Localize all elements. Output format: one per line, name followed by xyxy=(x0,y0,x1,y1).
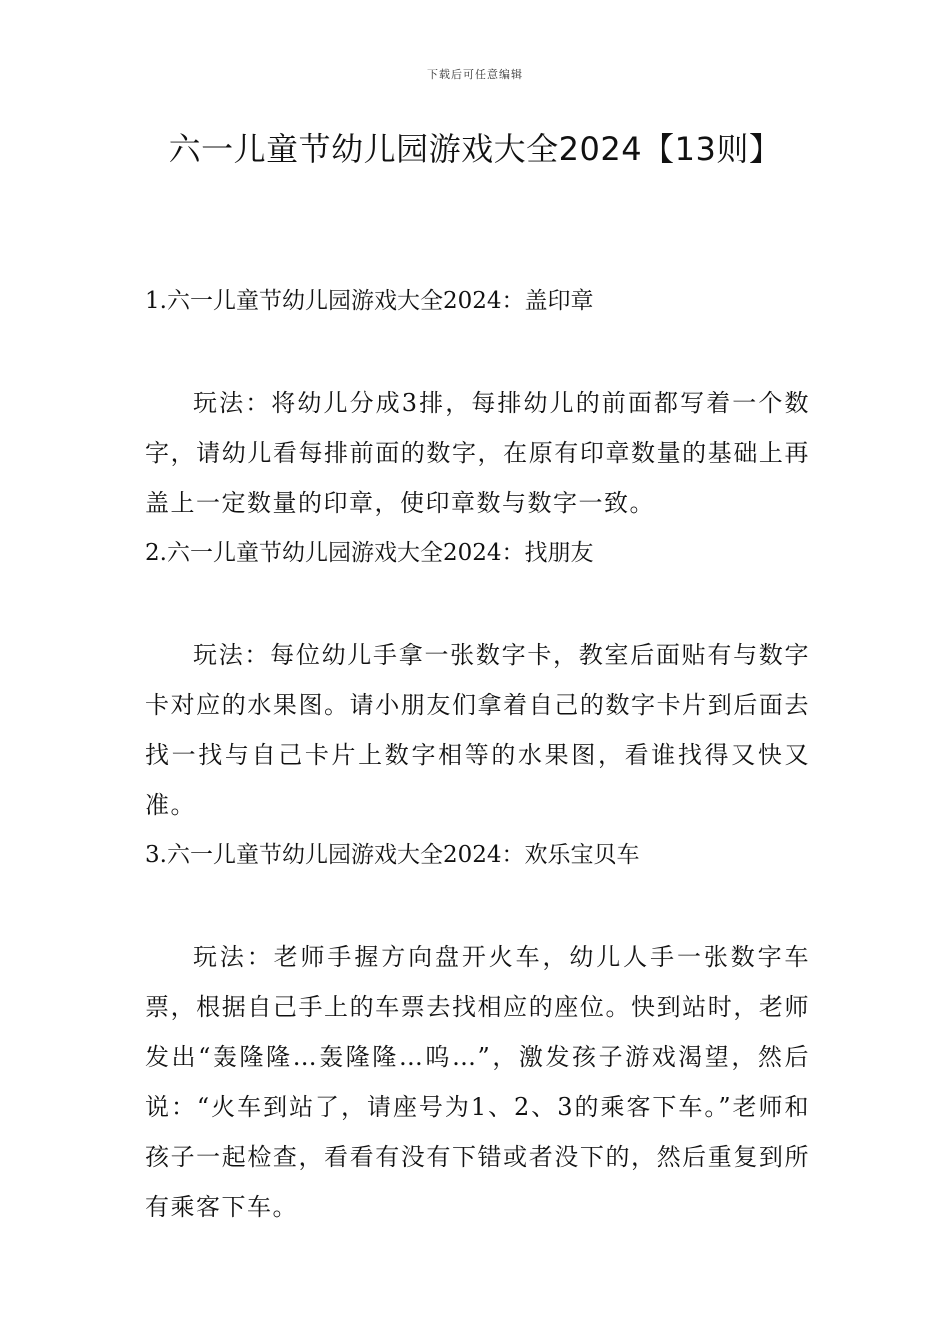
section-heading-2: 2.六一儿童节幼儿园游戏大全2024：找朋友 xyxy=(145,540,594,566)
section-gap xyxy=(145,578,810,630)
section-gap xyxy=(145,880,810,932)
section-heading-3: 3.六一儿童节幼儿园游戏大全2024：欢乐宝贝车 xyxy=(145,842,640,868)
section-gap xyxy=(145,326,810,378)
section-body-3: 玩法：老师手握方向盘开火车，幼儿人手一张数字车票，根据自己手上的车票去找相应的座位。快到站时，老师发出“轰隆隆…轰隆隆…呜…”，激发孩子游戏渴望，然后说：“火车到站了，请座号为1、2、3的乘客下车。”老师和孩子一起检查，看看有没有下错或者没下的，然后重复到所有乘客下车。 xyxy=(145,943,810,1221)
section-body-1: 玩法：将幼儿分成3排，每排幼儿的前面都写着一个数字，请幼儿看每排前面的数字，在原有印章数量的基础上再盖上一定数量的印章，使印章数与数字一致。 xyxy=(145,389,810,517)
section-heading-1: 1.六一儿童节幼儿园游戏大全2024：盖印章 xyxy=(145,288,594,314)
section-body-2: 玩法：每位幼儿手拿一张数字卡，教室后面贴有与数字卡对应的水果图。请小朋友们拿着自己的数字卡片到后面去找一找与自己卡片上数字相等的水果图，看谁找得又快又准。 xyxy=(145,641,810,819)
header-note: 下载后可任意编辑 xyxy=(427,68,523,81)
document-title: 六一儿童节幼儿园游戏大全2024【13则】 xyxy=(168,130,782,168)
document-body xyxy=(145,276,810,1232)
